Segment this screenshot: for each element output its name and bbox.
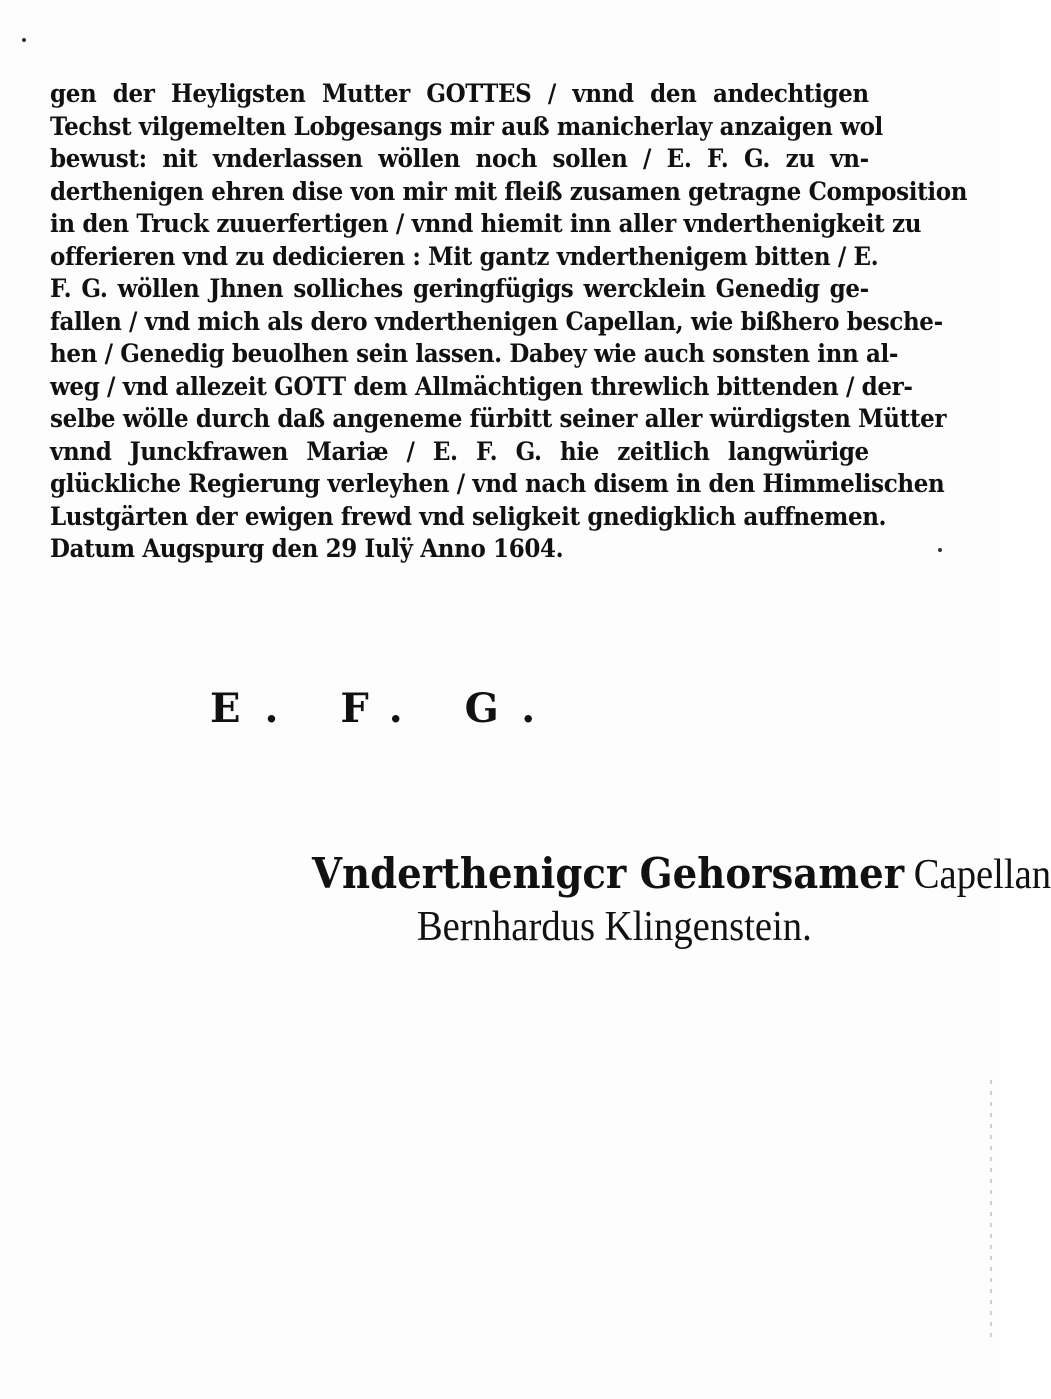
text-line: weg / vnd allezeit GOTT dem Allmächtigen threwlich bittenden / der- <box>50 371 913 401</box>
text-line: derthenigen ehren dise von mir mit fleiß zusamen getragne Composition <box>50 176 968 206</box>
text-line: bewust: nit vnderlassen wöllen noch sollen / E. F. G. zu vn- <box>50 144 869 173</box>
signature-title-gothic: Vnderthenigcr Gehorsamer <box>312 849 905 898</box>
text-line: gen der Heyligsten Mutter GOTTES / vnnd den andechtigen <box>50 79 869 108</box>
text-line: glückliche Regierung verleyhen / vnd nach disem in den Himmelischen <box>50 469 945 498</box>
signature-block <box>312 848 1051 953</box>
text-line: hen / Genedig beuolhen sein lassen. Dabey wie auch sonsten inn al- <box>50 339 899 368</box>
text-line: offerieren vnd zu dedicieren : Mit gantz vnderthenigem bitten / E. <box>50 241 879 271</box>
text-line: F. G. wöllen Jhnen solliches geringfügigs wercklein Genedig ge- <box>50 274 869 303</box>
text-line: in den Truck zuuerfertigen / vnnd hiemit inn aller vnderthenigkeit zu <box>50 209 922 238</box>
ink-speck <box>938 548 942 552</box>
date-line: Datum Augspurg den 29 Iulÿ Anno 1604. <box>50 534 564 563</box>
ink-speck <box>22 38 26 42</box>
closing-salutation: E. F. G. <box>210 685 560 732</box>
text-line: Techst vilgemelten Lobgesangs mir auß manicherlay anzaigen wol <box>50 111 883 141</box>
signature-name: Bernhardus Klingenstein. <box>416 904 812 950</box>
text-line: fallen / vnd mich als dero vnderthenigen Capellan, wie bißhero besche- <box>50 306 943 336</box>
letter-body <box>50 78 968 566</box>
page-edge-shadow <box>990 1080 992 1340</box>
signature-title-roman: Capellan <box>913 852 1051 898</box>
signature-title-line <box>312 848 1051 901</box>
text-line: Lustgärten der ewigen frewd vnd seligkeit gnedigklich auffnemen. <box>50 501 887 531</box>
text-line: selbe wölle durch daß angeneme fürbitt seiner aller würdigsten Mütter <box>50 404 947 433</box>
text-line: vnnd Junckfrawen Mariæ / E. F. G. hie zeitlich langwürige <box>50 436 869 466</box>
